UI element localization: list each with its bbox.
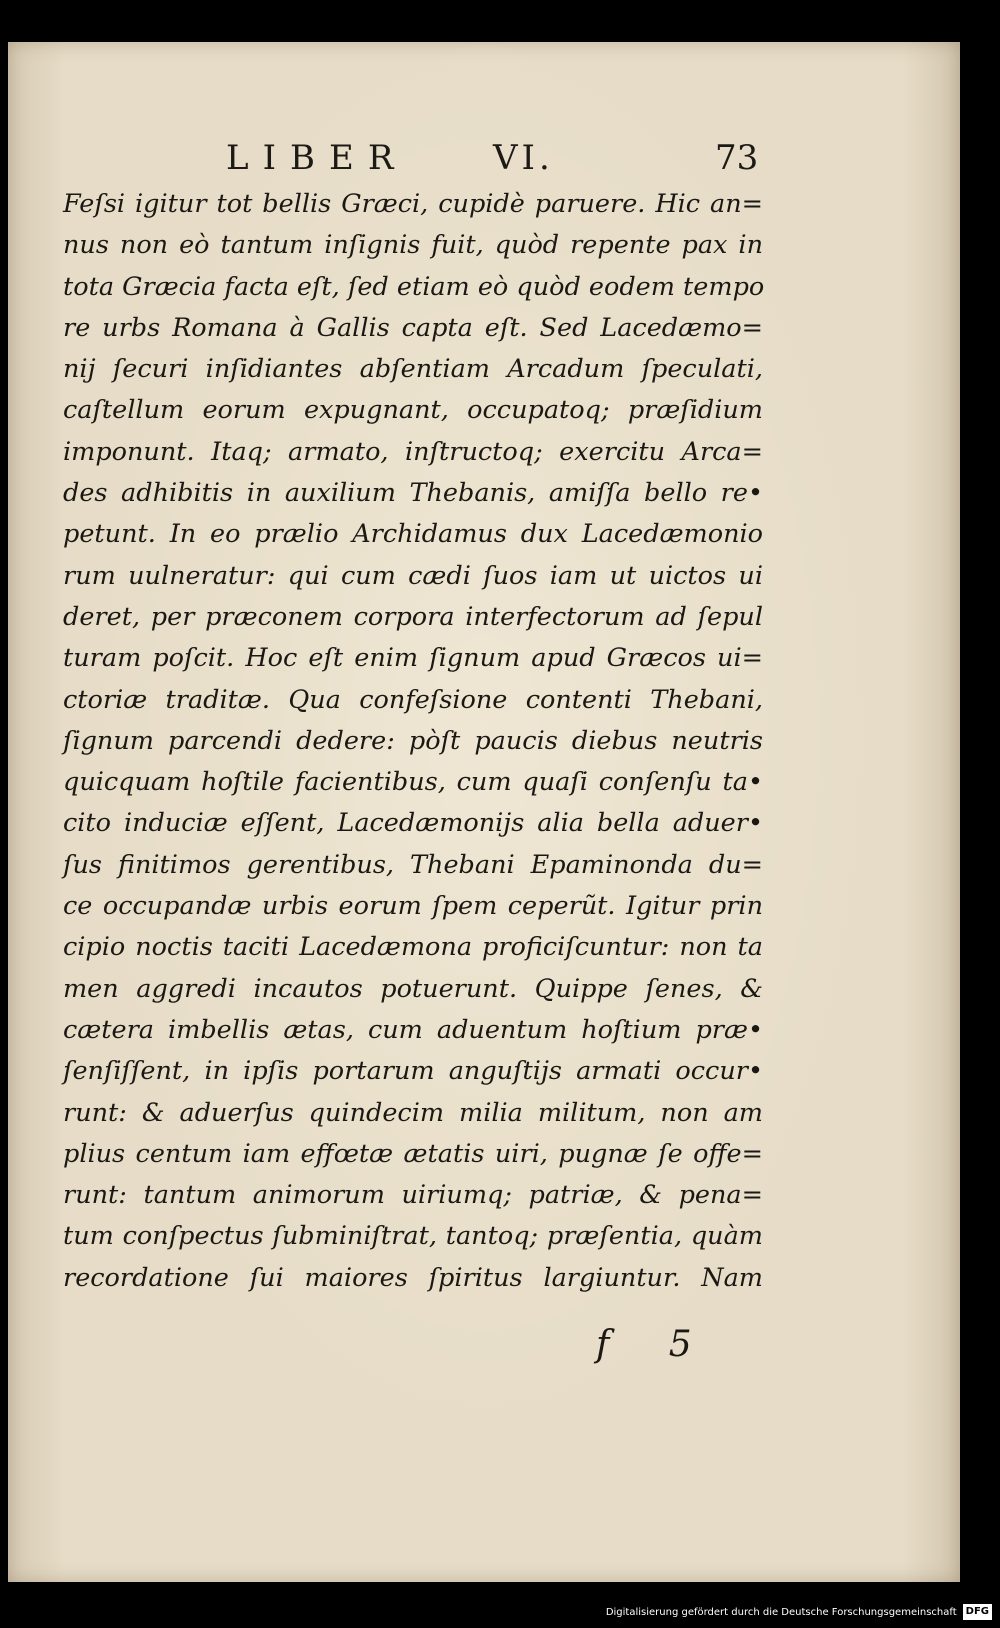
text-line: ſenſiſſent, in ipſis portarum anguſtijs armati occur• — [63, 1056, 763, 1087]
text-line: deret, per præconem corpora interfectorum ad ſepul — [63, 601, 763, 632]
text-line: caſtellum eorum expugnant, occupatoq; præſidium — [63, 395, 763, 426]
text-line: cipio noctis taciti Lacedæmona proficiſcuntur: non ta — [63, 932, 763, 963]
text-line: des adhibitis in auxilium Thebanis, amiſſa bello re• — [63, 478, 763, 509]
text-line: tum conſpectus ſubminiſtrat, tantoq; præſentia, quàm — [63, 1221, 763, 1252]
signature-mark: f 5 — [596, 1324, 716, 1365]
page-number: 73 — [715, 138, 759, 178]
text-line: men aggredi incautos potuerunt. Quippe ſenes, & — [63, 973, 763, 1004]
text-line: tota Græcia facta eſt, ſed etiam eò quòd eodem tempo — [63, 271, 765, 302]
dfg-logo: DFG — [963, 1604, 992, 1620]
digitization-footer — [606, 1600, 992, 1624]
running-head-title: LIBER — [226, 138, 408, 178]
book-page — [8, 42, 960, 1582]
text-line: runt: & aduerſus quindecim milia militum, non am — [63, 1097, 763, 1128]
text-line: runt: tantum animorum uiriumq; patriæ, & pena= — [63, 1180, 763, 1211]
text-line: ſignum parcendi dedere: pòſt paucis diebus neutris — [63, 725, 763, 756]
running-head-book-number: VI. — [493, 138, 554, 178]
text-line: quicquam hoſtile facientibus, cum quaſi conſenſu ta• — [63, 767, 763, 798]
text-line: ſus finitimos gerentibus, Thebani Epaminonda du= — [63, 849, 763, 880]
text-line: rum uulneratur: qui cum cædi ſuos iam ut uictos ui — [63, 560, 763, 591]
footer-credit-text: Digitalisierung gefördert durch die Deutsche Forschungsgemeinschaft — [605, 1606, 957, 1618]
text-line: re urbs Romana à Gallis capta eſt. Sed Lacedæmo= — [63, 312, 763, 343]
text-line: cætera imbellis ætas, cum aduentum hoſtium præ• — [63, 1014, 763, 1045]
text-line: ce occupandæ urbis eorum ſpem ceperũt. Igitur prin — [63, 891, 763, 922]
text-line: nus non eò tantum inſignis fuit, quòd repente pax in — [63, 230, 763, 261]
body-text — [63, 184, 763, 1299]
text-line: cito induciæ eſſent, Lacedæmonijs alia bella aduer• — [63, 808, 763, 839]
text-line: petunt. In eo prælio Archidamus dux Lacedæmonio — [63, 519, 763, 550]
text-line: Feſsi igitur tot bellis Græci, cupidè paruere. Hic an= — [63, 189, 763, 219]
text-line: imponunt. Itaq; armato, inſtructoq; exercitu Arca= — [63, 436, 763, 467]
text-line: nij ſecuri inſidiantes abſentiam Arcadum ſpeculati, — [63, 354, 763, 385]
text-line: plius centum iam effœtæ ætatis uiri, pugnæ ſe offe= — [63, 1138, 763, 1169]
text-line: recordatione ſui maiores ſpiritus largiuntur. Nam — [63, 1262, 763, 1293]
text-line: turam poſcit. Hoc eſt enim ſignum apud Græcos ui= — [63, 643, 763, 674]
text-line: ctoriæ traditæ. Qua confeſsione contenti Thebani, — [63, 684, 763, 715]
